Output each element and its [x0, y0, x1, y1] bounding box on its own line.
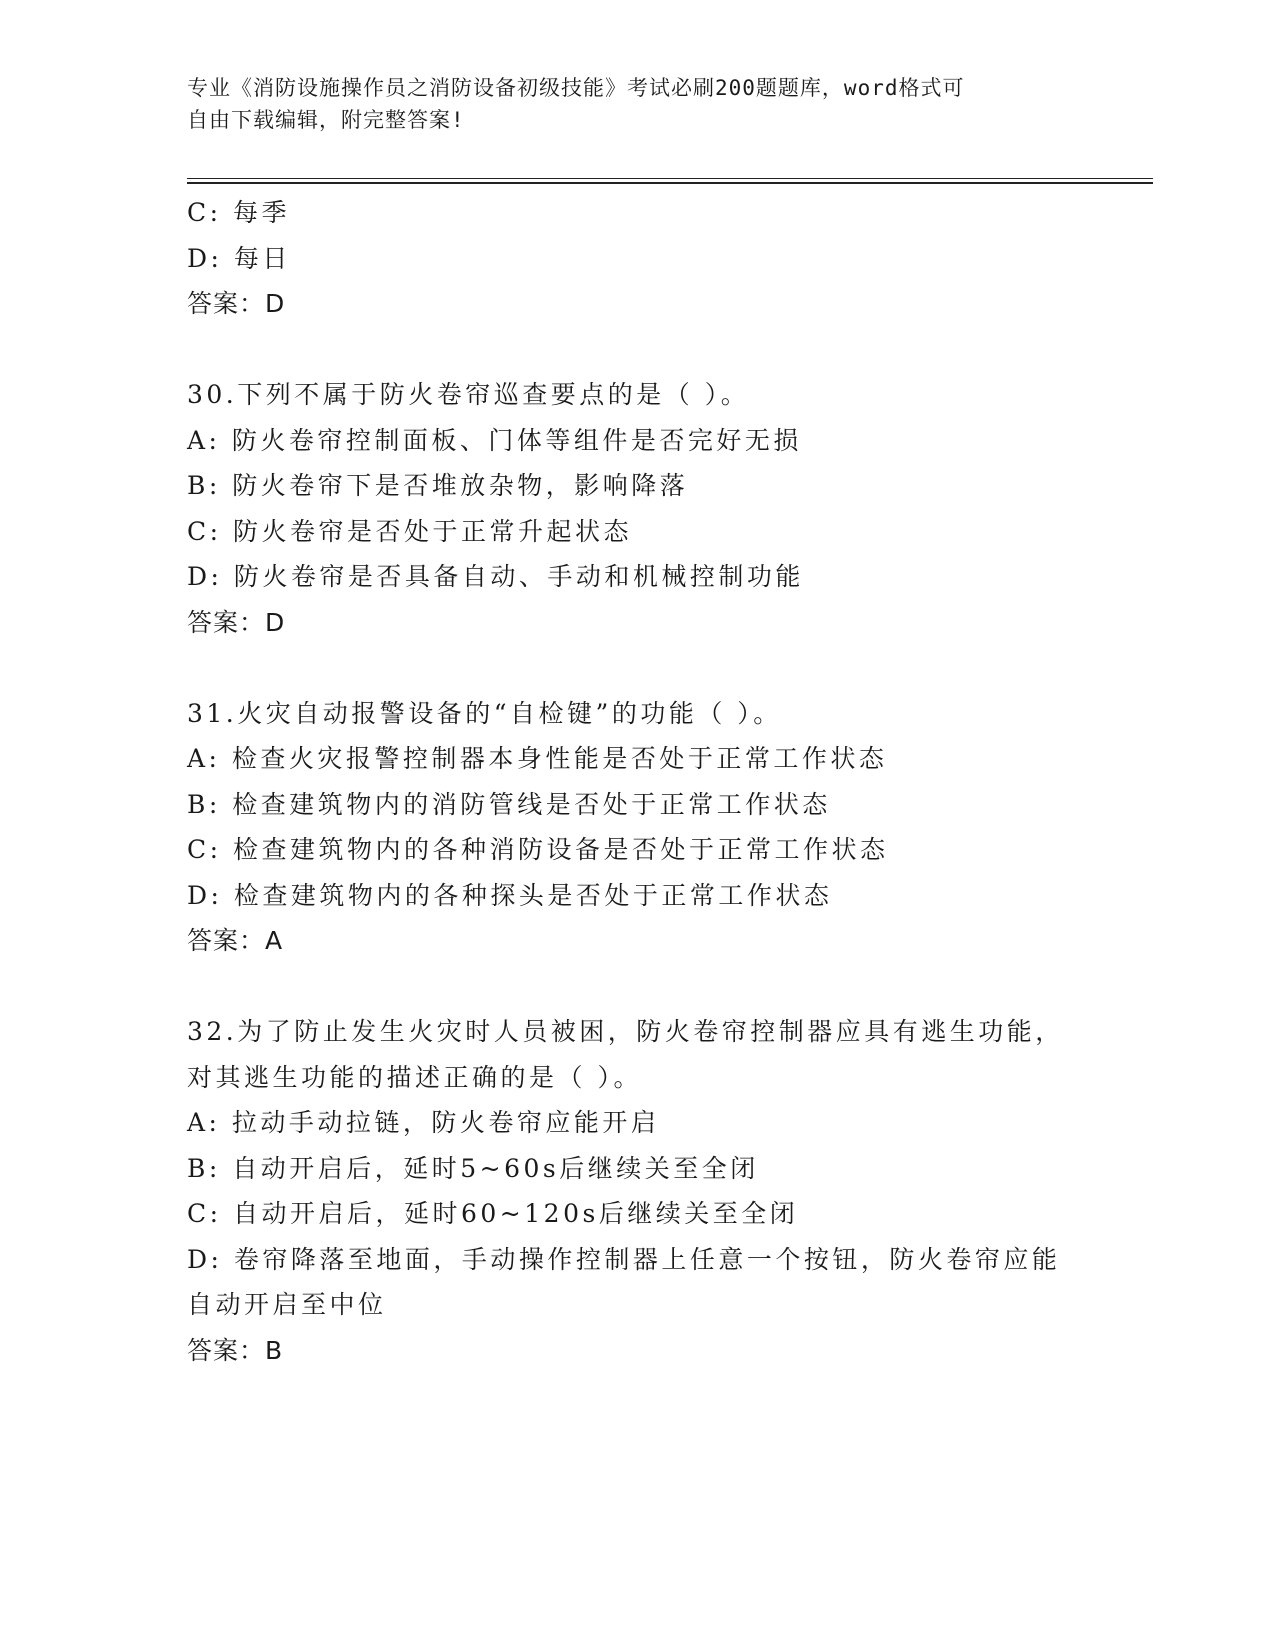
option-b: B: 自动开启后，延时5~60s后继续关至全闭 [187, 1153, 759, 1183]
answer-line: 答案：B [187, 1335, 284, 1365]
spacer [187, 964, 1087, 1010]
document-header [187, 72, 1067, 136]
question-30 [187, 372, 1087, 645]
option-b: B: 防火卷帘下是否堆放杂物，影响降落 [187, 471, 689, 500]
option-c: C: 检查建筑物内的各种消防设备是否处于正常工作状态 [187, 835, 889, 864]
question-32 [187, 1009, 1087, 1373]
spacer [187, 645, 1087, 691]
option-d: D: 防火卷帘是否具备自动、手动和机械控制功能 [187, 562, 804, 591]
option-d: D: 检查建筑物内的各种探头是否处于正常工作状态 [187, 880, 833, 910]
header-line-2: 自由下载编辑，附完整答案! [187, 108, 465, 132]
spacer [187, 327, 1087, 373]
header-line-1: 专业《消防设施操作员之消防设备初级技能》考试必刷200题题库，word格式可 [187, 76, 965, 100]
option-c: C: 防火卷帘是否处于正常升起状态 [187, 516, 632, 546]
option-a: A: 检查火灾报警控制器本身性能是否处于正常工作状态 [187, 744, 888, 773]
option-a: A: 拉动手动拉链，防火卷帘应能开启 [187, 1108, 660, 1137]
option-d-continued: 自动开启至中位 [187, 1290, 387, 1319]
question-31 [187, 691, 1087, 964]
answer-line: 答案：D [187, 289, 286, 318]
header-divider [187, 178, 1153, 184]
option-b: B: 检查建筑物内的消防管线是否处于正常工作状态 [187, 789, 831, 819]
question-stem: 31.火灾自动报警设备的“自检键”的功能（ ）。 [187, 698, 782, 728]
answer-line: 答案：A [187, 926, 284, 955]
option-d: D: 卷帘降落至地面，手动操作控制器上任意一个按钮，防火卷帘应能 [187, 1244, 1061, 1274]
partial-question [187, 190, 1087, 327]
option-c: C: 每季 [187, 198, 290, 227]
answer-line: 答案：D [187, 607, 286, 637]
document-body [187, 190, 1087, 1373]
question-stem-continued: 对其逃生功能的描述正确的是（ ）。 [187, 1062, 642, 1092]
option-d: D: 每日 [187, 243, 291, 273]
option-a: A: 防火卷帘控制面板、门体等组件是否完好无损 [187, 425, 802, 455]
question-stem: 30.下列不属于防火卷帘巡查要点的是（ ）。 [187, 380, 750, 409]
question-stem: 32.为了防止发生火灾时人员被困，防火卷帘控制器应具有逃生功能， [187, 1017, 1064, 1046]
option-c: C: 自动开启后，延时60~120s后继续关至全闭 [187, 1199, 799, 1228]
